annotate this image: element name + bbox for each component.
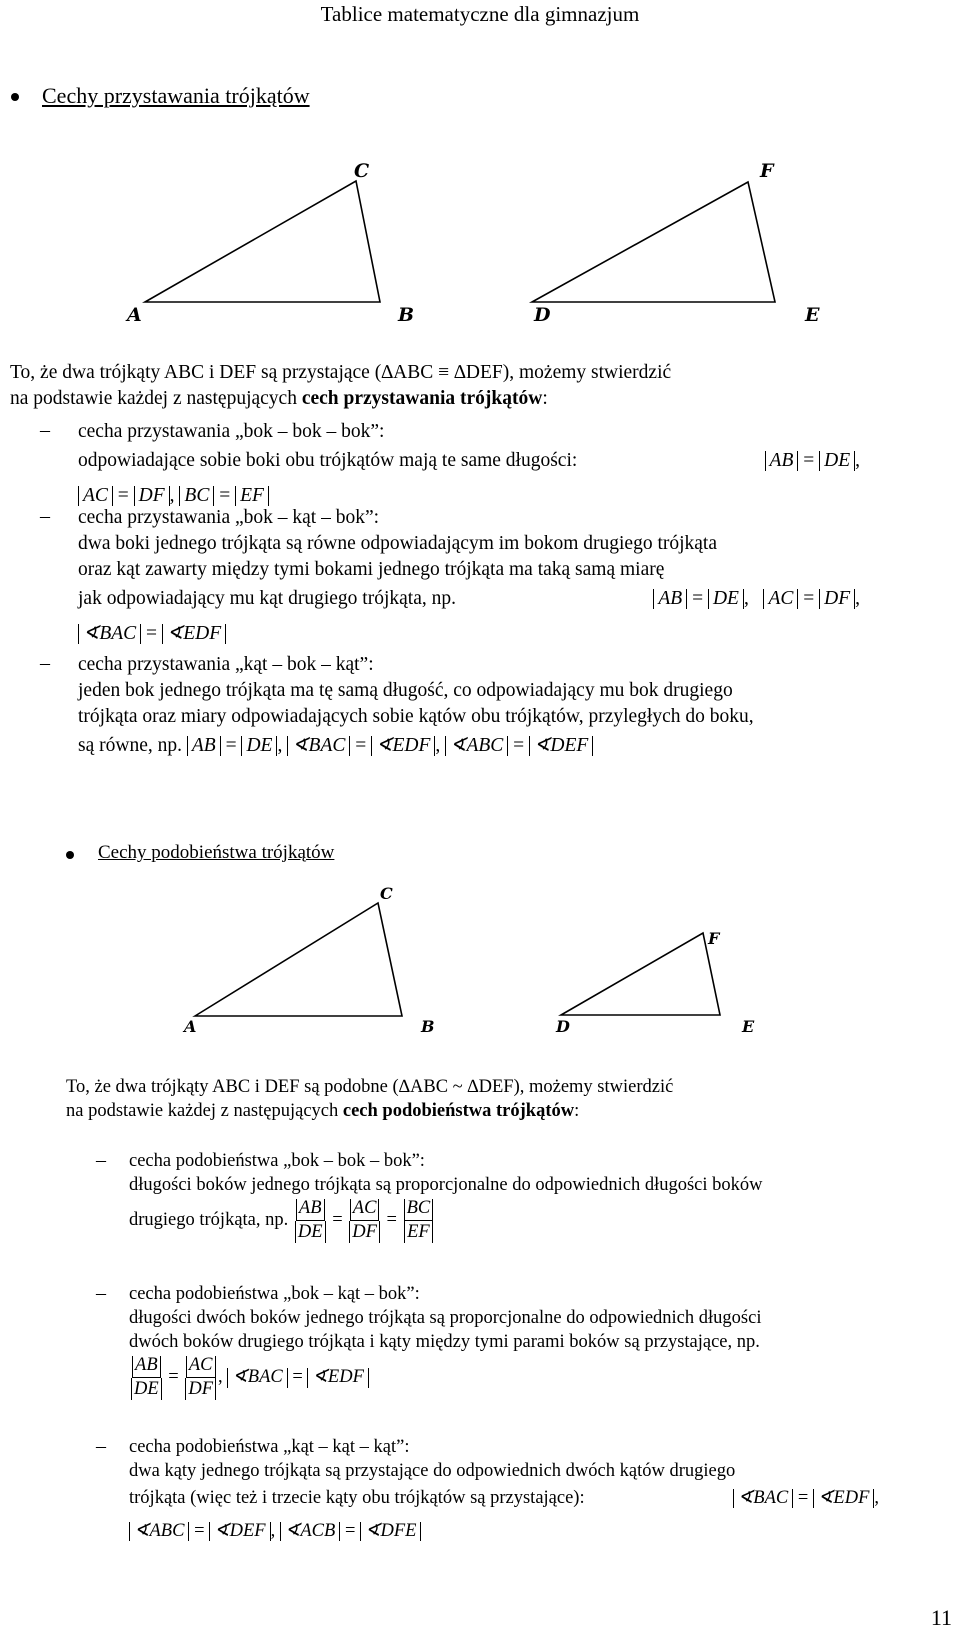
criterion-text: długości boków jednego trójkąta są proporcjonalne do odpowiednich długości boków <box>129 1175 763 1195</box>
vertex-label-b: B <box>398 304 415 326</box>
similarity-intro <box>66 1075 876 1123</box>
vertex-label-e: E <box>805 304 820 326</box>
fraction: $\frac{AC}{DF}$ <box>349 1199 380 1243</box>
vertex-label-b: B <box>421 1017 435 1036</box>
criterion-text: dwóch boków drugiego trójkąta i kąty między tymi parami boków są przystające, np. <box>129 1332 760 1352</box>
criterion-text: są równe, np. AB = DE , ∢BAC = ∢EDF , ∢ABC = ∢DEF <box>78 733 860 759</box>
triangle-abc <box>145 181 380 302</box>
congruence-sas <box>78 505 860 647</box>
criterion-example: drugiego trójkąta, np. $\frac{AB}{DE}$ = $\frac{AC}{DF}$ = $\frac{BC}{EF}$ <box>129 1199 879 1243</box>
criterion-text: odpowiadające sobie boki obu trójkątów mają te same długości: AB = DE , <box>78 450 860 471</box>
dash-marker: – <box>96 1149 106 1171</box>
criterion-example: AC = DF , BC = EF <box>78 483 860 509</box>
criterion-title: cecha podobieństwa „bok – kąt – bok”: <box>129 1284 420 1304</box>
criterion-text: długości dwóch boków jednego trójkąta są proporcjonalne do odpowiednich długości <box>129 1308 762 1328</box>
section-title-similarity: Cechy podobieństwa trójkątów <box>98 842 335 863</box>
vertex-label-f: F <box>760 160 774 182</box>
vertex-label-c: C <box>354 160 370 182</box>
vertex-label-f: F <box>708 929 720 948</box>
dash-marker: – <box>96 1282 106 1304</box>
vertex-label-d: D <box>534 304 551 326</box>
criterion-example: $\frac{AB}{DE}$ = $\frac{AC}{DF}$ , ∢BAC = ∢EDF <box>129 1356 879 1400</box>
similarity-aaa <box>129 1435 879 1543</box>
dash-marker: – <box>40 419 50 441</box>
section-title-congruence: Cechy przystawania trójkątów <box>42 83 310 108</box>
vertex-label-a: A <box>127 304 142 326</box>
dash-marker: – <box>96 1435 106 1457</box>
congruence-intro <box>10 360 870 412</box>
vertex-label-d: D <box>556 1017 570 1036</box>
vertex-label-a: A <box>184 1017 197 1036</box>
page-header: Tablice matematyczne dla gimnazjum <box>320 2 640 26</box>
section-bullet <box>11 93 19 101</box>
criterion-title: cecha przystawania „bok – bok – bok”: <box>78 421 385 442</box>
criterion-title: cecha przystawania „kąt – bok – kąt”: <box>78 654 374 675</box>
similar-triangle-abc <box>195 903 402 1016</box>
congruence-intro-line1: To, że dwa trójkąty ABC i DEF są przystające (∆ABC ≡ ∆DEF), możemy stwierdzić <box>10 362 672 383</box>
congruence-sss <box>78 419 860 509</box>
criterion-text: jak odpowiadający mu kąt drugiego trójkąta, np. AB = DE , AC = DF , <box>78 588 860 609</box>
similarity-sas <box>129 1282 879 1400</box>
similarity-intro-line2: na podstawie każdej z następujących cech podobieństwa trójkątów: <box>66 1101 580 1121</box>
criterion-text: jeden bok jednego trójkąta ma tę samą długość, co odpowiadający mu bok drugiego <box>78 680 733 701</box>
page-number: 11 <box>930 1605 952 1630</box>
criterion-title: cecha przystawania „bok – kąt – bok”: <box>78 507 380 528</box>
congruence-asa <box>78 652 860 759</box>
similarity-intro-line1: To, że dwa trójkąty ABC i DEF są podobne (∆ABC ~ ∆DEF), możemy stwierdzić <box>66 1077 674 1097</box>
criterion-title: cecha podobieństwa „kąt – kąt – kąt”: <box>129 1437 410 1457</box>
vertex-label-e: E <box>742 1017 755 1036</box>
criterion-example: ∢ABC = ∢DEF , ∢ACB = ∢DFE <box>129 1519 879 1543</box>
similarity-sss <box>129 1149 879 1243</box>
criterion-title: cecha podobieństwa „bok – bok – bok”: <box>129 1151 425 1171</box>
vertex-label-c: C <box>380 884 393 903</box>
fraction: $\frac{AB}{DE}$ <box>295 1199 326 1243</box>
fraction: $\frac{AC}{DF}$ <box>185 1356 216 1400</box>
criterion-example: ∢BAC = ∢EDF <box>78 621 860 647</box>
criterion-text: dwa boki jednego trójkąta są równe odpowiadającym im bokom drugiego trójkąta <box>78 533 717 554</box>
criterion-text: trójkąta (więc też i trzecie kąty obu trójkątów są przystające): ∢BAC = ∢EDF , <box>129 1488 879 1508</box>
criterion-text: oraz kąt zawarty między tymi bokami jednego trójkąta ma taką samą miarę <box>78 559 665 580</box>
congruence-intro-line2: na podstawie każdej z następujących cech przystawania trójkątów: <box>10 388 548 409</box>
section-bullet <box>66 851 74 859</box>
criterion-text: trójkąta oraz miary odpowiadających sobie kątów obu trójkątów, przyległych do boku, <box>78 706 754 727</box>
fraction: $\frac{AB}{DE}$ <box>131 1356 162 1400</box>
similar-triangle-def <box>561 933 720 1015</box>
dash-marker: – <box>40 652 50 674</box>
triangle-def <box>532 182 775 302</box>
criterion-text: dwa kąty jednego trójkąta są przystające do odpowiednich dwóch kątów drugiego <box>129 1461 736 1481</box>
dash-marker: – <box>40 505 50 527</box>
fraction: $\frac{BC}{EF}$ <box>404 1199 434 1243</box>
